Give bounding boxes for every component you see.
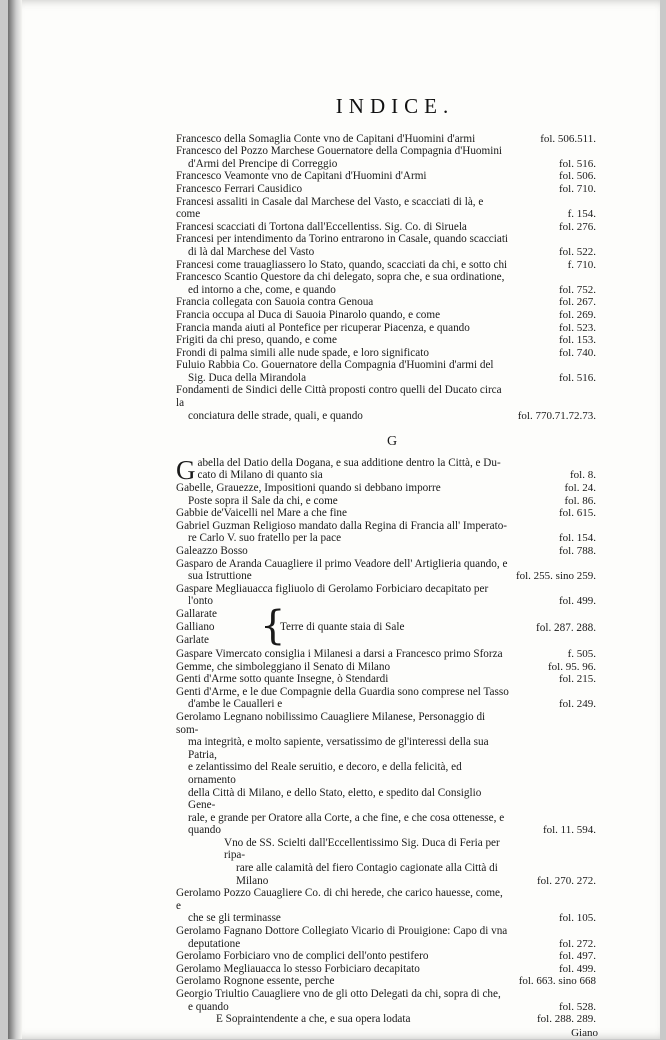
entry-text-continued: rare alle calamità del fiero Contagio cagionate alla Città di [236,862,498,875]
index-entry [176,660,596,674]
entry-text-continued: di là dal Marchese del Vasto [188,245,315,258]
town-name: Galliano [176,620,215,633]
folio-reference: fol. 153. [559,334,596,347]
entry-text: Francesco Ferrari Causidico [176,182,303,195]
brace-symbol: { [260,602,286,649]
index-entry [176,233,596,258]
entry-text: Gabriel Guzman Religioso mandato dalla Regina di Francia all' Imperato- [176,519,508,532]
index-entry [176,975,596,988]
index-entry [176,258,596,272]
index-entry [176,710,596,837]
entry-text: Frondi di palma simili alle nude spade, e loro significato [176,346,429,359]
folio-reference: fol. 95. 96. [548,660,596,673]
folio-reference: fol. 522. [559,245,596,258]
entry-text: Gerolamo Fagnano Dottore Collegiato Vicario di Prouigione: Capo di vna [176,925,508,938]
index-entry [176,384,596,422]
entry-text: Gasparo de Aranda Cauagliere il primo Veadore dell' Artiglieria quando, e [176,557,508,570]
entry-text: Francesco Veamonte vno de Capitani d'Huomini d'Armi [176,170,427,183]
entry-text-continued: re Carlo V. suo fratello per la pace [188,532,342,545]
town-name: Garlate [176,633,209,646]
folio-reference: fol. 288. 289. [537,1013,596,1026]
index-entry [176,145,596,170]
entry-text: Francesi come trauagliassero lo Stato, quando, scacciati da chi, e sotto chi [176,258,508,271]
entry-text: Galeazzo Bosso [176,545,248,557]
folio-reference: fol. 615. [559,507,596,520]
index-entry [176,296,596,309]
folio-reference: fol. 272. [559,937,596,950]
folio-reference: fol. 270. 272. [537,874,596,887]
drop-cap: G [176,454,196,485]
folio-reference: fol. 86. [564,494,596,507]
index-entry [176,685,596,711]
index-entry [176,346,596,360]
entry-text: Francesi assaliti in Casale dal Marchese del Vasto, e scacciati di là, e come [176,195,484,221]
index-entry [176,308,596,322]
folio-reference: f. 154. [567,208,596,221]
folio-reference: fol. 740. [559,346,596,359]
entry-text: Gaspare Megliauacca figliuolo di Gerolamo Forbiciaro decapitato per [176,582,489,595]
entries-g2-list [176,647,596,837]
entry-text: Gabbie de'Vaicelli nel Mare a che fine [176,507,347,520]
entry-text-continued: Milano [236,874,269,887]
folio-reference: fol. 710. [559,182,596,195]
index-entry [176,988,596,1013]
index-entry [176,195,596,221]
entry-text: Gabelle, Grauezze, Impositioni quando si debbano imporre [176,482,441,495]
entry-text: Francesco Scantio Questore da chi delegato, sopra che, e sua ordinatione, [176,271,505,284]
index-entry [176,887,596,925]
entry-text-continued: e zelantissimo del Reale seruitio, e decoro, e della felicità, ed ornamento [188,761,462,786]
index-entry [176,271,596,296]
index-entry [176,950,596,963]
folio-reference: fol. 8. [570,469,596,482]
entry-text: Gerolamo Pozzo Cauagliere Co. di chi herede, che carico hauesse, come, e [176,887,503,912]
index-entry [176,482,596,495]
index-entry [176,673,596,686]
folio-reference: fol. 267. [559,296,596,309]
index-entry-last [176,1013,598,1040]
entry-text: Francia occupa al Duca di Sauoia Pinarolo quando, e come [176,308,441,321]
index-entry [176,519,596,545]
entry-text-continued: l'onto [188,595,214,608]
entry-text: Frigiti da chi preso, quando, e come [176,334,337,347]
entry-text: Poste sopra il Sale da chi, e come [188,494,338,507]
folio-reference: fol. 499. [559,962,596,975]
folio-reference: fol. 269. [559,308,596,321]
folio-reference: fol. 287. 288. [536,621,596,634]
index-entry [176,557,596,583]
index-entry [176,962,596,976]
index-entry [176,582,596,608]
entry-text-continued: quando [188,824,221,837]
index-entry-first-g [176,454,596,485]
entry-text-continued: sua Istruttione [188,570,252,583]
towns-brace-group [176,602,596,649]
folio-reference: fol. 154. [559,532,596,545]
index-entry [176,182,596,196]
entry-text: abella del Datio della Dogana, e sua additione dentro la Città, e Du- [197,456,501,469]
folio-reference: fol. 499. [559,595,596,608]
entry-text: Gerolamo Megliauacca lo stesso Forbiciaro decapitato [176,962,420,975]
index-entry [176,220,596,234]
index-entry [176,321,596,335]
entry-text-continued: d'ambe le Caualleri e [188,698,283,711]
town-name: Gallarate [176,607,217,620]
entry-text: Gemme, che simboleggiano il Senato di Milano [176,660,391,673]
section-letter-g: G [386,434,398,450]
entry-text: Fuluio Rabbia Co. Gouernatore della Compagnia d'Huomini d'armi del [176,359,494,372]
index-entry [176,545,596,558]
folio-reference: fol. 215. [559,673,596,686]
group-description: Terre di quante staia di Sale [280,620,405,633]
entry-text-continued: conciatura delle strade, quali, e quando [188,409,363,422]
folio-reference: fol. 249. [559,698,596,711]
entry-text-continued: deputatione [188,937,241,950]
index-entry [176,494,596,508]
entry-text: Francesco della Somaglia Conte vno de Capitani d'Huomini d'armi [176,132,476,145]
folio-reference: fol. 255. sino 259. [515,570,596,583]
entry-text-continued: e quando [188,1000,229,1013]
folio-reference: f. 710. [567,258,596,271]
entries-g1-list [176,482,596,608]
index-sub-entry [176,836,596,887]
folio-reference: fol. 105. [559,912,596,925]
folio-reference: fol. 663. sino 668 [518,975,596,988]
index-entry [176,507,596,520]
entry-text: Francia manda aiuti al Pontefice per ricuperar Piacenza, e quando [176,321,470,334]
index-entry [176,334,596,347]
index-entry [176,359,596,384]
index-entry [176,647,596,661]
folio-reference: fol. 516. [559,371,596,384]
entries-g3-list [176,887,596,1013]
catchword: Giano [571,1027,598,1040]
book-page [8,0,660,1039]
folio-reference: fol. 528. [559,1000,596,1013]
entry-text: Gerolamo Legnano nobilissimo Cauagliere Milanese, Personaggio di som- [176,710,486,736]
entry-text: Gerolamo Forbiciaro vno de complici dell'onto pestifero [176,950,429,963]
entry-text-continued: ed intorno a che, come, e quando [188,283,336,296]
index-entry [176,925,596,950]
entry-text: Francesi per intendimento da Torino entrarono in Casale, quando scacciati [176,233,509,246]
folio-reference: fol. 752. [559,283,596,296]
entry-text-continued: ma integrità, e molto sapiente, versatissimo de gl'interessi della sua Patria, [188,736,489,761]
entry-text: Genti d'Arme sotto quante Insegne, ò Stendardi [176,673,389,686]
entries-f-list [176,132,596,423]
folio-reference: fol. 276. [559,220,596,233]
entry-text: Genti d'Arme, e le due Compagnie della Guardia sono comprese nel Tasso [176,685,509,698]
folio-reference: fol. 516. [559,157,596,170]
entry-text-continued: Sig. Duca della Mirandola [188,371,307,384]
entry-text: Francia collegata con Sauoia contra Genoua [176,296,374,309]
entry-text: Gaspare Vimercato consiglia i Milanesi a darsi a Francesco primo Sforza [176,647,503,660]
folio-reference: f. 505. [567,647,596,660]
town-names [176,608,217,647]
entry-text: Gerolamo Rognone essente, perche [176,975,335,988]
folio-reference: fol. 11. 594. [542,824,596,837]
entry-text: Francesco del Pozzo Marchese Gouernatore della Compagnia d'Huomini [176,145,503,158]
folio-reference: fol. 788. [559,545,596,557]
folio-reference: fol. 523. [559,321,596,334]
folio-reference: fol. 24. [564,482,596,495]
entry-text-continued: della Città di Milano, e dello Stato, eletto, e spedito dal Consiglio Gene- [188,786,482,812]
entry-text: Francesi scacciati di Tortona dall'Eccellentiss. Sig. Co. di Siruela [176,220,467,233]
entry-text: Georgio Triultio Cauagliere vno de gli otto Delegati da chi, sopra di che, [176,988,501,1000]
entry-text-continued: d'Armi del Prencipe di Correggio [188,157,338,170]
entry-text-continued: che se gli terminasse [188,912,281,925]
folio-reference: fol. 770.71.72.73. [517,409,596,422]
folio-reference: fol. 506. [559,170,596,183]
entry-text-continued: cato di Milano di quanto sia [197,469,323,482]
index-content [176,94,598,1040]
entry-text-continued: rale, e grande per Oratore alla Corte, a che fine, e che cosa ottenesse, e [188,811,505,824]
entry-text: Fondamenti de Sindici delle Città proposti contro quelli del Ducato circa la [176,384,502,410]
page-title: INDICE. [335,94,455,118]
entry-text: Vno de SS. Scielti dall'Eccellentissimo Sig. Duca di Feria per ripa- [224,836,500,862]
folio-reference: fol. 497. [559,950,596,963]
index-entry [176,132,596,146]
page-spine-shadow [8,0,22,1039]
folio-reference: fol. 506.511. [540,132,596,145]
entry-text: E Sopraintendente a che, e sua opera lodata [216,1013,411,1026]
index-entry [176,170,596,183]
